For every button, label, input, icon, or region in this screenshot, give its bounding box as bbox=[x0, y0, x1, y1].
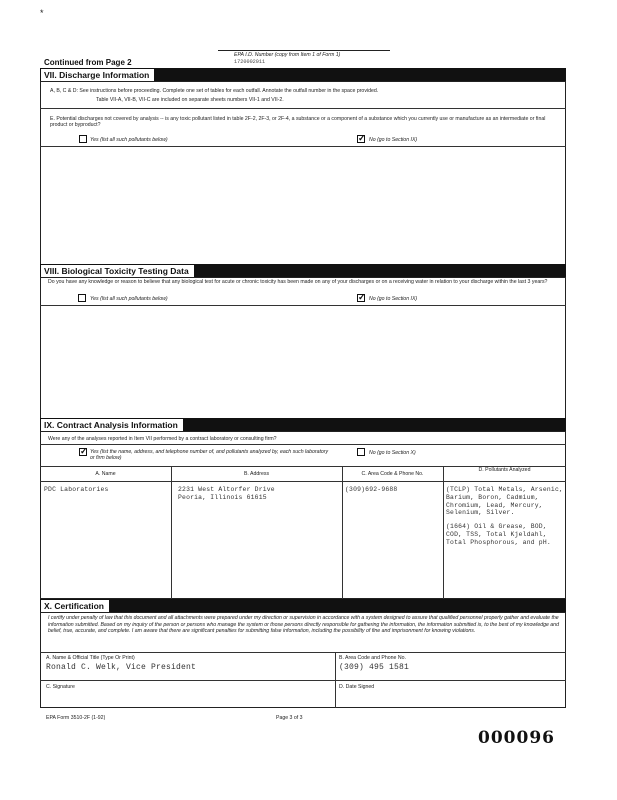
section-10-col-divider bbox=[335, 652, 336, 708]
section-7-item-abcd: A, B, C & D: See instructions before proceeding. Complete one set of tables for each outfall. Annotate the outfall number in the space provided. bbox=[50, 88, 379, 94]
pollutants-line: Chromium, Lead, Mercury, bbox=[446, 501, 543, 509]
section-10-fields-mid-rule bbox=[40, 680, 566, 681]
section-9-question-rule bbox=[40, 444, 566, 445]
section-7-divider bbox=[40, 108, 566, 109]
section-9-yes-label: Yes (list the name, address, and telephone number of, and pollutants analyzed by, each such laboratory or firm below) bbox=[90, 449, 329, 462]
section-7-header bbox=[40, 68, 566, 81]
section-8-list-top-rule bbox=[40, 305, 566, 306]
section-8-no-checkbox[interactable] bbox=[357, 294, 365, 302]
corner-mark: * bbox=[40, 8, 44, 18]
col-c-header: C. Area Code & Phone No. bbox=[361, 471, 424, 477]
section-8-header bbox=[40, 264, 566, 277]
phone-value: (309) 495 1581 bbox=[339, 663, 410, 672]
section-9-question: Were any of the analyses reported in Item VII performed by a contract laboratory or consulting firm? bbox=[48, 436, 277, 442]
pollutants-line: (1664) Oil & Grease, BOD, bbox=[446, 523, 547, 530]
epa-id-value: 1720002011 bbox=[234, 59, 266, 65]
pollutants-line: Barium, Boron, Cadmium, bbox=[446, 493, 539, 501]
pollutants-line: (TCLP) Total Metals, Arsenic, bbox=[446, 486, 564, 493]
col-b-header: B. Address bbox=[243, 471, 270, 477]
section-9-table-header-rule bbox=[40, 481, 566, 482]
section-8-question: Do you have any knowledge or reason to believe that any biological test for acute or chronic toxicity has been made on any of your discharges or on a receiving water in relation to your discharge within the last 3 years? bbox=[48, 279, 548, 285]
section-9-col-divider-2 bbox=[342, 466, 343, 599]
section-9-title: IX. Contract Analysis Information bbox=[40, 418, 184, 432]
section-8-yes-checkbox[interactable] bbox=[78, 294, 86, 302]
section-10-title: X. Certification bbox=[40, 599, 110, 613]
document-number: 000096 bbox=[478, 728, 555, 748]
col-d-header: D. Pollutants Analyzed bbox=[478, 467, 531, 473]
epa-id-top-rule bbox=[218, 50, 390, 51]
section-9-col-divider-3 bbox=[443, 466, 444, 599]
pollutants-line: COD, TSS, Total Kjeldahl, bbox=[446, 530, 547, 538]
certification-statement: I certify under penalty of law that this document and all attachments were prepared under my direction or supervision in accordance with a system designed to assure that qualified personnel properly gather and evaluate the information submitted. Based on my inquiry of the person or persons who manage the system or those persons directly responsible for gathering the information, the information submitted is, to the best of my knowledge and belief, true, accurate, and complete. I am aware that there are significant penalties for submitting false information, including the possibility of fine and imprisonment for knowing violations. bbox=[48, 615, 559, 635]
section-7-no-checkbox[interactable] bbox=[357, 135, 365, 143]
col-a-header: A. Name bbox=[95, 471, 116, 477]
section-9-yes-checkbox[interactable] bbox=[79, 448, 87, 456]
section-7-list-top-rule bbox=[40, 146, 566, 147]
lab-address-line-2: Peoria, Illinois 61615 bbox=[178, 494, 267, 501]
section-7-no-label: No (go to Section IX) bbox=[369, 137, 418, 143]
section-8-yes-label: Yes (list all such pollutants below) bbox=[90, 296, 168, 302]
section-7-item-abcd-note: Table VII-A, VII-B, VII-C are included on separate sheets numbers VII-1 and VII-2. bbox=[96, 97, 284, 103]
name-title-label: A. Name & Official Title (Type Or Print) bbox=[46, 655, 135, 661]
phone-label: B. Area Code and Phone No. bbox=[339, 655, 406, 661]
section-9-header bbox=[40, 418, 566, 431]
signature-label: C. Signature bbox=[46, 684, 75, 690]
section-7-item-e: E. Potential discharges not covered by analysis -- is any toxic pollutant listed in table 2F-2, 2F-3, or 2F-4, a substance or a component of a substance which you currently use or manufacture as an intermediate or final product or byproduct? bbox=[50, 116, 546, 129]
lab-name: PDC Laboratories bbox=[44, 486, 109, 493]
section-7-yes-label: Yes (list all such pollutants below) bbox=[90, 137, 168, 143]
section-8-title: VIII. Biological Toxicity Testing Data bbox=[40, 264, 195, 278]
continued-label: Continued from Page 2 bbox=[44, 58, 132, 67]
section-9-no-label: No (go to Section X) bbox=[369, 450, 416, 456]
pollutants-group-2 bbox=[446, 523, 551, 546]
pollutants-line: Total Phosphorous, and pH. bbox=[446, 538, 551, 546]
section-10-fields-top-rule bbox=[40, 652, 566, 653]
section-8-no-label: No (go to Section IX) bbox=[369, 296, 418, 302]
section-7-title: VII. Discharge Information bbox=[40, 68, 155, 82]
lab-phone: (309)692-9688 bbox=[345, 486, 398, 493]
section-10-header bbox=[40, 599, 566, 612]
section-9-col-divider-1 bbox=[171, 466, 172, 599]
epa-id-label: EPA I.D. Number (copy from Item 1 of Form 1) bbox=[234, 52, 341, 58]
section-9-no-checkbox[interactable] bbox=[357, 448, 365, 456]
section-7-yes-checkbox[interactable] bbox=[79, 135, 87, 143]
name-title-value: Ronald C. Welk, Vice President bbox=[46, 663, 197, 672]
footer-page-number: Page 3 of 3 bbox=[276, 715, 303, 721]
date-signed-label: D. Date Signed bbox=[339, 684, 375, 690]
pollutants-line: Selenium, Silver. bbox=[446, 509, 515, 517]
footer-form-number: EPA Form 3510-2F (1-92) bbox=[46, 715, 106, 721]
pollutants-group-1 bbox=[446, 486, 563, 517]
lab-address-line-1: 2231 West Altorfer Drive bbox=[178, 486, 275, 493]
